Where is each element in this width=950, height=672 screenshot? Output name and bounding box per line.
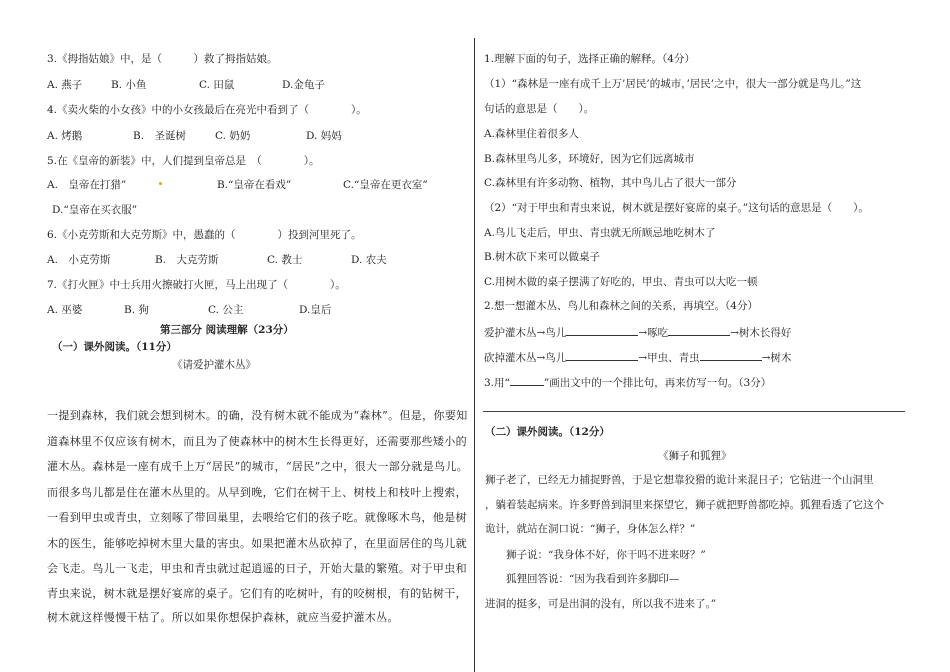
option-a: A. 烤鹅 <box>47 130 83 142</box>
column-divider <box>474 38 475 672</box>
passage2-title: 《狮子和狐狸》 <box>658 450 732 462</box>
passage2-line: 诡计，就站在洞口说：“狮子，身体怎么样？” <box>485 523 696 535</box>
row2-start: 砍掉灌木丛→鸟儿 <box>484 352 567 364</box>
part3-title: 第三部分 阅读理解（23分） <box>160 324 294 336</box>
question-3-options <box>47 79 325 92</box>
r-question-1-title: 1.理解下面的句子，选择正确的解释。（4分） <box>484 53 695 65</box>
question-7-options <box>47 304 331 317</box>
question-4-options <box>47 130 342 143</box>
option-d: D. 妈妈 <box>306 130 342 142</box>
passage1-line: 树木就这样慢慢干枯了。所以如果你想保护森林，就应当爱护灌木丛。 <box>47 611 399 624</box>
r-question-2-row-1 <box>484 325 791 340</box>
passage2-line: 狐狸回答说：“因为我看到许多脚印— <box>506 573 680 585</box>
fill-blank[interactable] <box>700 350 762 361</box>
row2-mid: →甲虫、青虫 <box>638 352 700 364</box>
r-q1-2-option-a: A.鸟儿飞走后，甲虫、青虫就无所顾忌地吃树木了 <box>484 227 716 239</box>
fill-blank[interactable] <box>566 325 638 336</box>
question-6: 6.《小克劳斯和大克劳斯》中，愚蠢的（ ）投到河里死了。 <box>47 229 362 241</box>
passage2-line: ，躺着装起病来。许多野兽到洞里来探望它，狮子就把野兽都吃掉。狐狸看透了它这个 <box>485 499 884 511</box>
q3-before: 3.用“ <box>484 377 510 389</box>
passage1-line: 会飞走。鸟儿一飞走，甲虫和青虫就过起逍遥的日子，开始大量的繁殖。对于甲虫和 <box>47 562 467 575</box>
passage1-line: 而很多鸟儿都是住在灌木丛里的。从早到晚，它们在树干上、树枝上和枝叶上搜索， <box>47 486 467 499</box>
r-q1-1-option-a: A.森林里住着很多人 <box>484 128 579 140</box>
row1-end: →树木长得好 <box>730 327 792 339</box>
question-5-options <box>47 179 428 192</box>
option-d: D.皇后 <box>299 304 332 316</box>
question-5-option-d: D.“皇帝在买衣服” <box>52 204 138 216</box>
r-q1-2-option-c: C.用树木做的桌子摆满了好吃的，甲虫、青虫可以大吃一顿 <box>484 276 758 288</box>
option-c: C. 奶奶 <box>215 130 251 142</box>
option-c: C. 田鼠 <box>199 79 235 91</box>
passage1-line: 青虫来说，树木就是摆好宴席的桌子。它们有的吃树叶，有的咬树根，有的钻树干， <box>47 587 467 600</box>
row1-start: 爱护灌木丛→鸟儿 <box>484 327 567 339</box>
option-c: C.“皇帝在更衣室” <box>343 179 428 191</box>
passage1-line: 一看到甲虫或青虫，立刻啄了带回巢里，去喂给它们的孩子吃。就像啄木鸟，他是树 <box>47 511 467 524</box>
r-question-2-row-2 <box>484 350 791 365</box>
passage2-line: 狮子老了，已经无力捕捉野兽，于是它想靠狡猾的诡计来混日子；它钻进一个山洞里 <box>485 474 874 486</box>
section-divider <box>483 411 905 412</box>
underline-mark <box>510 375 544 386</box>
option-b: B. 圣诞树 <box>133 130 187 142</box>
r-question-1-1-line-a: （1）“森林是一座有成千上万’居民’的城市，’居民’之中，很大一部分就是鸟儿。”这 <box>484 78 862 90</box>
question-6-options <box>47 254 387 267</box>
question-4: 4.《卖火柴的小女孩》中的小女孩最后在亮光中看到了（ ）。 <box>47 104 367 116</box>
option-b: B. 小鱼 <box>111 79 147 91</box>
option-a: A. 燕子 <box>47 79 83 91</box>
passage1-title: 《请爱护灌木丛》 <box>172 359 256 371</box>
passage1-line: 道森林里不仅应该有树木，而且为了使森林中的树木生长得更好，还需要那些矮小的 <box>47 435 467 448</box>
r-question-3 <box>484 375 771 390</box>
fill-blank[interactable] <box>566 350 638 361</box>
option-b: B.“皇帝在看戏” <box>217 179 292 191</box>
r-question-1-2: （2）“对于甲虫和青虫来说，树木就是摆好宴席的桌子。”这句话的意思是（ ）。 <box>484 202 869 214</box>
question-7: 7.《打火匣》中士兵用火擦破打火匣，马上出现了（ ）。 <box>47 279 346 291</box>
passage2-line: 进洞的挺多，可是出洞的没有，所以我不进来了。” <box>485 598 717 610</box>
r-q1-2-option-b: B.树木砍下来可以做桌子 <box>484 251 601 263</box>
section2-title: （二）课外阅读。（12分） <box>485 426 610 438</box>
r-question-1-1-line-b: 句话的意思是（ ）。 <box>484 103 595 115</box>
option-c: C. 公主 <box>208 304 244 316</box>
passage1-line: 一提到森林，我们就会想到树木。的确，没有树木就不能成为“森林”。但是，你要知 <box>47 409 468 422</box>
option-a: A. 皇帝在打猎” <box>47 179 127 191</box>
row2-end: →树木 <box>761 352 792 364</box>
r-q1-1-option-c: C.森林里有许多动物、植物，其中鸟儿占了很大一部分 <box>484 177 737 189</box>
option-b: B. 大克劳斯 <box>155 254 219 266</box>
passage2-line: 狮子说：“我身体不好，你干吗不进来呀？” <box>506 549 706 561</box>
option-b: B. 狗 <box>124 304 149 316</box>
option-c: C. 教士 <box>267 254 303 266</box>
option-d: D. 农夫 <box>351 254 387 266</box>
q3-after: ”画出文中的一个排比句，再来仿写一句。（3分） <box>543 377 772 389</box>
fill-blank[interactable] <box>668 325 730 336</box>
option-d: D.金龟子 <box>282 79 325 91</box>
option-a: A. 巫婆 <box>47 304 83 316</box>
r-q1-1-option-b: B.森林里鸟儿多，环境好，因为它们远离城市 <box>484 153 695 165</box>
question-3: 3.《拇指姑娘》中，是（ ）救了拇指姑娘。 <box>47 53 278 65</box>
passage1-line: 木的医生，能够吃掉树木里大量的害虫。如果把灌木丛砍掉了，在里面居住的鸟儿就 <box>47 537 467 550</box>
question-5: 5.在《皇帝的新装》中，人们提到皇帝总是 （ ）。 <box>47 155 320 167</box>
r-question-2-title: 2.想一想灌木丛、鸟儿和森林之间的关系，再填空。（4分） <box>484 300 758 312</box>
option-a: A. 小克劳斯 <box>47 254 111 266</box>
section1-title: （一）课外阅读。（11分） <box>52 341 177 353</box>
passage1-line: 灌木丛。森林是一座有成千上万“居民”的城市，“居民”之中，很大一部分就是鸟儿。 <box>47 460 469 473</box>
row1-mid: →啄吃 <box>638 327 669 339</box>
